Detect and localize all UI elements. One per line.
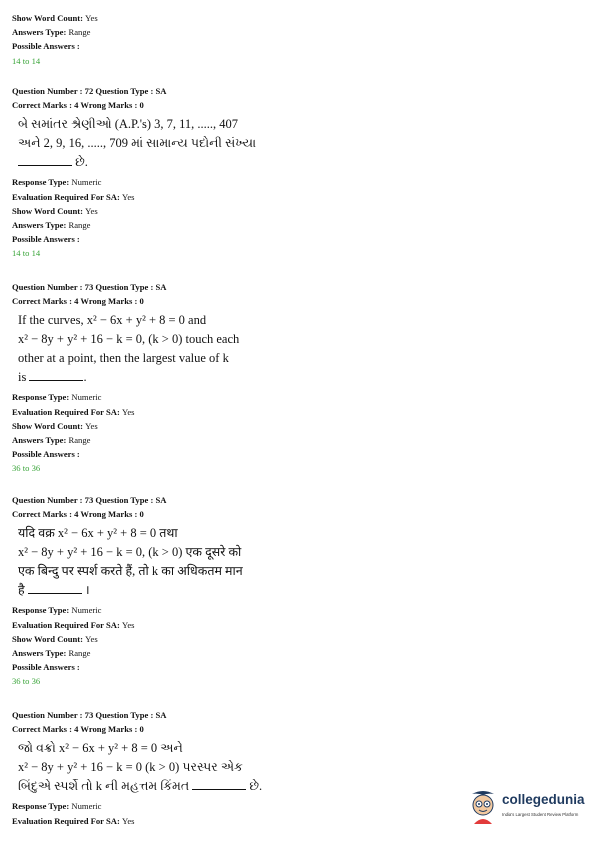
- show-word-count-row: Show Word Count: Yes: [12, 633, 98, 644]
- marks-line: Correct Marks : 4 Wrong Marks : 0: [12, 296, 144, 307]
- response-type-row: Response Type: Numeric: [12, 392, 102, 403]
- question-header: Question Number : 73 Question Type : SA: [12, 495, 167, 505]
- marks-line: Correct Marks : 4 Wrong Marks : 0: [12, 100, 144, 111]
- answer-blank: [192, 778, 246, 790]
- question-header: Question Number : 73 Question Type : SA: [12, 710, 167, 720]
- answer-range: 36 to 36: [12, 676, 41, 687]
- answers-type-row: Answers Type: Range: [12, 648, 91, 659]
- answer-blank: [29, 369, 83, 381]
- evaluation-required-row: Evaluation Required For SA: Yes: [12, 191, 135, 202]
- question-73-gujarati-block: [12, 708, 282, 828]
- show-word-count-row: Show Word Count: Yes: [12, 13, 98, 23]
- answers-type-row: Answers Type: Range: [12, 220, 91, 231]
- possible-answers-row: Possible Answers :: [12, 449, 80, 460]
- question-text: જો વક્રો x² − 6x + y² + 8 = 0 અને x² − 8y + y² + 16 − k = 0 (k > 0) પરસ્પર એક બિંદુએ સ્પર્શે તો k ની મહત્તમ કિંમત છે.: [18, 741, 263, 794]
- marks-line: Correct Marks : 4 Wrong Marks : 0: [12, 509, 144, 520]
- answer-blank: [18, 154, 72, 166]
- logo-brand: collegedunia: [502, 792, 585, 807]
- mascot-icon: [466, 790, 500, 826]
- evaluation-required-row: Evaluation Required For SA: Yes: [12, 406, 135, 417]
- question-header: Question Number : 73 Question Type : SA: [12, 282, 167, 292]
- collegedunia-logo: [466, 790, 591, 828]
- evaluation-required-row: Evaluation Required For SA: Yes: [12, 619, 135, 630]
- answers-type-row: Answers Type: Range: [12, 27, 91, 38]
- marks-line: Correct Marks : 4 Wrong Marks : 0: [12, 724, 144, 735]
- question-72-block: [12, 84, 282, 260]
- question-text: બે સમાંતર શ્રેણીઓ (A.P.'s) 3, 7, 11, ....., 407 અને 2, 9, 16, ....., 709 માં સામાન્ય પદોની સંખ્યા છે.: [18, 117, 257, 170]
- answer-range: 14 to 14: [12, 248, 41, 259]
- answer-range: 14 to 14: [12, 55, 41, 66]
- show-word-count-row: Show Word Count: Yes: [12, 205, 98, 216]
- question-text: If the curves, x² − 6x + y² + 8 = 0 and x² − 8y + y² + 16 − k = 0, (k > 0) touch each other at a point, then the largest value of k is .: [18, 313, 240, 385]
- possible-answers-row: Possible Answers :: [12, 41, 80, 52]
- answers-type-row: Answers Type: Range: [12, 435, 91, 446]
- answer-range: 36 to 36: [12, 463, 41, 474]
- show-word-count-row: Show Word Count: Yes: [12, 420, 98, 431]
- question-header: Question Number : 72 Question Type : SA: [12, 86, 167, 96]
- response-type-row: Response Type: Numeric: [12, 801, 102, 812]
- evaluation-required-row: Evaluation Required For SA: Yes: [12, 815, 135, 826]
- response-type-row: Response Type: Numeric: [12, 177, 102, 188]
- question-73-english-block: [12, 280, 282, 475]
- question-73-hindi-block: [12, 493, 282, 688]
- possible-answers-row: Possible Answers :: [12, 662, 80, 673]
- logo-tagline: India's Largest Student Review Platform: [502, 812, 579, 817]
- answer-blank: [28, 582, 82, 594]
- question-text: यदि वक्र x² − 6x + y² + 8 = 0 तथा x² − 8y + y² + 16 − k = 0, (k > 0) एक दूसरे को एक बिन्दु पर स्पर्श करते हैं, तो k का अधिकतम मान है ।: [18, 526, 243, 598]
- possible-answers-row: Possible Answers :: [12, 234, 80, 245]
- response-type-row: Response Type: Numeric: [12, 605, 102, 616]
- top-block: [12, 11, 282, 68]
